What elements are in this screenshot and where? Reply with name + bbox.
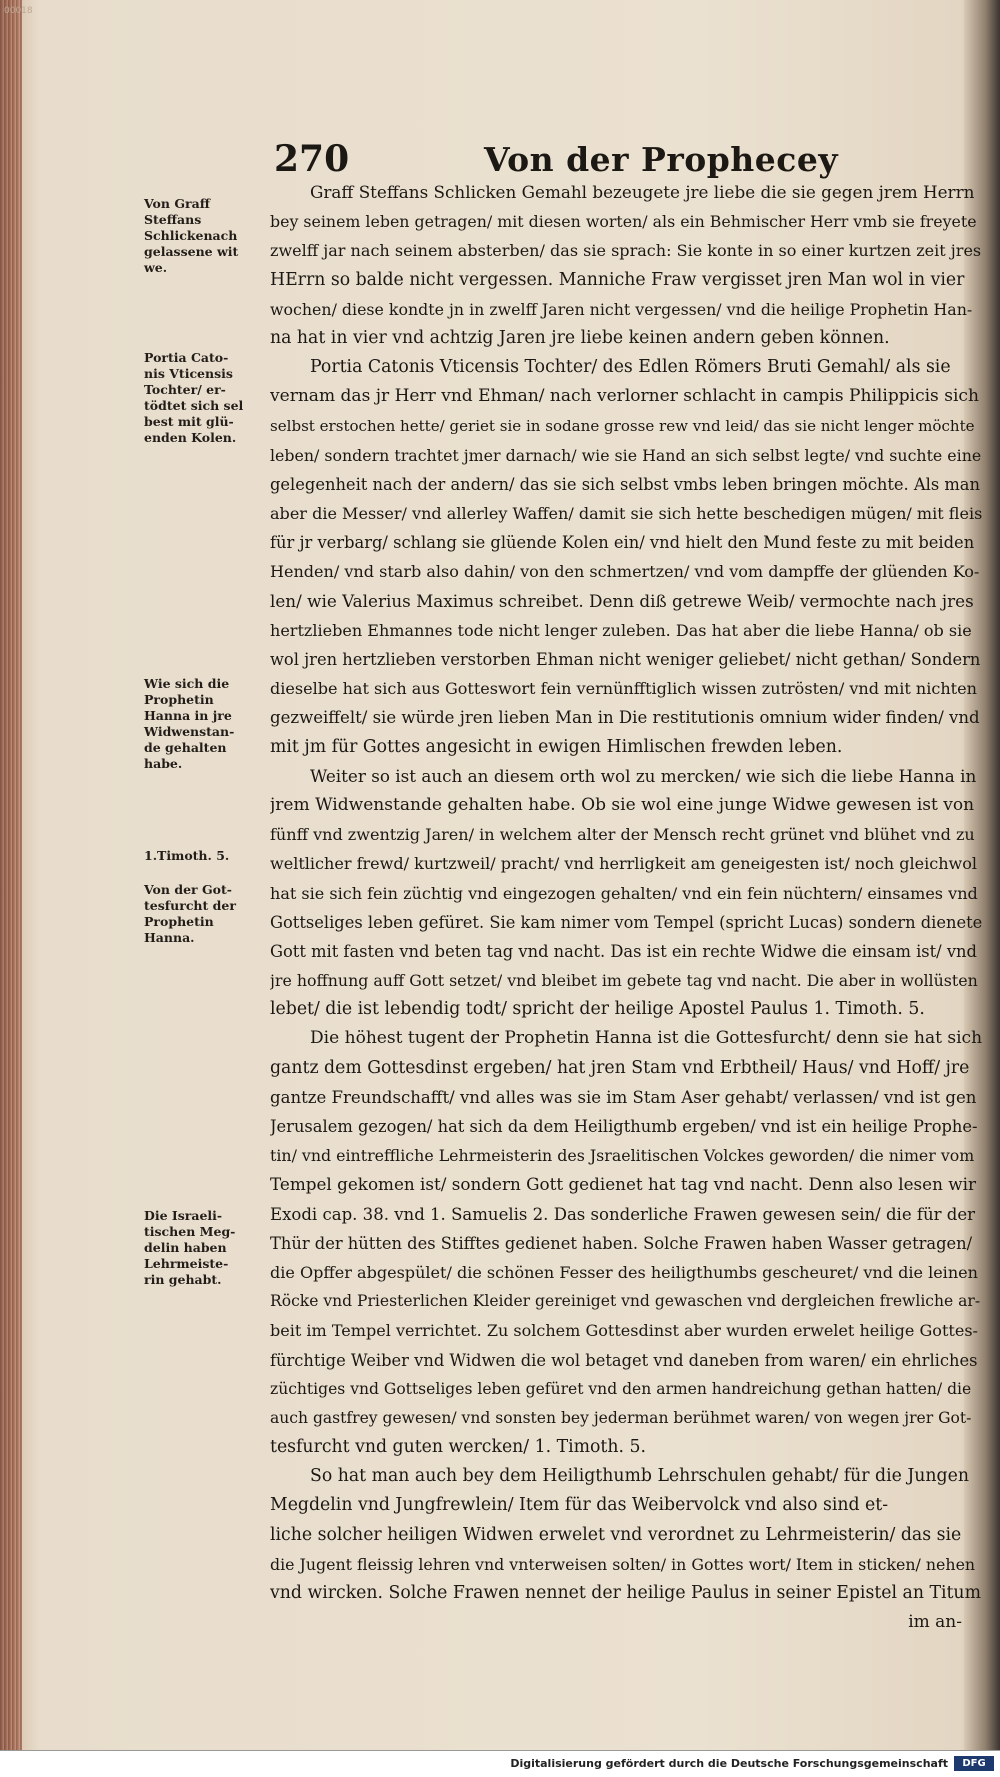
text-line: Gottseliges leben gefüret. Sie kam nimer vom Tempel (spricht Lucas) sondern dienete xyxy=(270,912,982,932)
text-line: lebet/ die ist lebendig todt/ spricht der heilige Apostel Paulus 1. Timoth. 5. xyxy=(270,999,925,1020)
text-line: gantz dem Gottesdinst ergeben/ hat jren Stam vnd Erbtheil/ Haus/ vnd Hoff/ jre xyxy=(270,1057,970,1078)
body-text xyxy=(270,178,982,1636)
text-line: liche solcher heiligen Widwen erwelet vnd verordnet zu Lehrmeisterin/ das sie xyxy=(270,1524,962,1545)
text-line: jre hoffnung auff Gott setzet/ vnd bleibet im gebete tag vnd nacht. Die aber in wollüsten xyxy=(270,971,978,991)
text-line: beit im Tempel verrichtet. Zu solchem Gottesdinst aber wurden erwelet heilige Gottes- xyxy=(270,1321,978,1341)
running-head: Von der Prophecey xyxy=(484,140,839,179)
text-line: hat sie sich fein züchtig vnd eingezogen gehalten/ vnd ein fein nüchtern/ einsames vnd xyxy=(270,883,978,903)
margin-note-line: Die Israeli- xyxy=(144,1208,223,1223)
book-page xyxy=(24,0,982,1740)
text-line: Megdelin vnd Jungfrewlein/ Item für das Weibervolck vnd also sind et- xyxy=(270,1495,889,1516)
text-line: So hat man auch bey dem Heiligthumb Lehrschulen gehabt/ für die Jungen xyxy=(310,1466,969,1487)
text-line: auch gastfrey gewesen/ vnd sonsten bey jederman berühmet waren/ von wegen jrer Got- xyxy=(270,1408,972,1427)
text-line: Die höhest tugent der Prophetin Hanna ist die Gottesfurcht/ denn sie hat sich xyxy=(310,1028,982,1049)
margin-note-gotsfurcht xyxy=(144,882,259,946)
text-line: bey seinem leben getragen/ mit diesen worten/ als ein Behmischer Herr vmb sie freyete xyxy=(270,212,977,232)
margin-note-line: Lehrmeiste- xyxy=(144,1256,229,1271)
margin-note-line: rin gehabt. xyxy=(144,1272,222,1287)
text-line: zwelff jar nach seinem absterben/ das sie sprach: Sie konte in so einer kurtzen zeit jres xyxy=(270,241,982,261)
text-line: wochen/ diese kondte jn in zwelff Jaren nicht vergessen/ vnd die heilige Prophetin Han- xyxy=(270,299,973,319)
margin-note-line: tesfurcht der xyxy=(144,898,236,913)
scan-id: 00018 xyxy=(4,6,33,16)
text-line: weltlicher frewd/ kurtzweil/ pracht/ vnd herrligkeit am geneigesten ist/ noch gleichwol xyxy=(270,854,978,874)
margin-note-line: gelassene wit xyxy=(144,244,239,259)
margin-note-line: delin haben xyxy=(144,1240,227,1255)
footer-credit: Digitalisierung gefördert durch die Deutsche Forschungsgemeinschaft xyxy=(510,1757,948,1770)
text-line: Tempel gekomen ist/ sondern Gott gedienet hat tag vnd nacht. Denn also lesen wir xyxy=(270,1174,976,1195)
text-line: fünff vnd zwentzig Jaren/ in welchem alter der Mensch recht grünet vnd blühet vnd zu xyxy=(270,825,975,845)
text-line: Röcke vnd Priesterlichen Kleider gereiniget vnd gewaschen vnd dergleichen frewliche ar- xyxy=(270,1292,981,1311)
text-line: gantze Freundschafft/ vnd alles was sie im Stam Aser gehabt/ verlassen/ vnd ist gen xyxy=(270,1087,977,1107)
text-line: jrem Widwenstande gehalten habe. Ob sie wol eine junge Widwe gewesen ist von xyxy=(270,794,975,815)
text-line: Henden/ vnd starb also dahin/ von den schmertzen/ vnd vom dampffe der glüenden Ko- xyxy=(270,562,980,582)
text-line: Portia Catonis Vticensis Tochter/ des Edlen Römers Bruti Gemahl/ als sie xyxy=(310,357,951,378)
text-line: len/ wie Valerius Maximus schreibet. Denn diß getrewe Weib/ vermochte nach jres xyxy=(270,590,974,611)
margin-note-line: Von der Got- xyxy=(144,882,232,897)
margin-note-line: Widwenstan- xyxy=(144,724,235,739)
margin-note-line: enden Kolen. xyxy=(144,430,237,445)
margin-note-israel xyxy=(144,1208,259,1288)
text-line: gelegenheit nach der andern/ das sie sich selbst vmbs leben bringen möchte. Als man xyxy=(270,474,980,494)
text-line: für jr verbarg/ schlang sie glüende Kolen ein/ vnd hielt den Mund feste zu mit beiden xyxy=(270,533,975,553)
text-line: Gott mit fasten vnd beten tag vnd nacht. Das ist ein rechte Widwe die einsam ist/ vnd xyxy=(270,941,977,961)
margin-note-graff xyxy=(144,196,259,276)
text-line: hertzlieben Ehmannes tode nicht lenger zuleben. Das hat aber die liebe Hanna/ ob sie xyxy=(270,620,972,640)
text-line: Graff Steffans Schlicken Gemahl bezeugete jre liebe die sie gegen jrem Herrn xyxy=(310,182,975,202)
text-line: Exodi cap. 38. vnd 1. Samuelis 2. Das sonderliche Frawen gewesen sein/ die für der xyxy=(270,1204,976,1224)
page-number: 270 xyxy=(274,138,350,180)
text-line: na hat in vier vnd achtzig Jaren jre liebe keinen andern geben können. xyxy=(270,327,890,348)
margin-note-timoth xyxy=(144,848,259,864)
text-line: fürchtige Weiber vnd Widwen die wol betaget vnd daneben from waren/ ein ehrliches xyxy=(270,1350,978,1370)
catchword: im an- xyxy=(908,1612,962,1633)
margin-note-line: tödtet sich sel xyxy=(144,398,244,413)
text-line: Jerusalem gezogen/ hat sich da dem Heiligthumb ergeben/ vnd ist ein heilige Prophe- xyxy=(270,1117,978,1136)
text-line: züchtiges vnd Gottseliges leben gefüret vnd den armen handreichung gethan hatten/ die xyxy=(270,1379,972,1398)
text-line: leben/ sondern trachtet jmer darnach/ wie sie Hand an sich selbst legte/ vnd suchte eine xyxy=(270,445,982,465)
margin-note-line: we. xyxy=(144,260,168,275)
footer-bar xyxy=(0,1750,1000,1777)
margin-note-line: Prophetin xyxy=(144,692,214,707)
margin-note-line: Tochter/ er- xyxy=(144,382,226,397)
margin-note-portia xyxy=(144,350,259,446)
text-line: vernam das jr Herr vnd Ehman/ nach verlorner schlacht in campis Philippicis sich xyxy=(270,386,979,407)
text-line: Thür der hütten des Stifftes gedienet haben. Solche Frawen haben Wasser getragen/ xyxy=(270,1233,973,1253)
margin-note-widwe xyxy=(144,676,259,772)
text-line: dieselbe hat sich aus Gotteswort fein vernünfftiglich wissen zutrösten/ vnd mit nichten xyxy=(270,679,977,699)
dfg-logo: DFG xyxy=(954,1756,994,1771)
margin-note-line: Schlickenach xyxy=(144,228,238,243)
text-line: tin/ vnd eintreffliche Lehrmeisterin des Jsraelitischen Volckes geworden/ die nimer vom xyxy=(270,1146,975,1166)
text-line: die Jugent fleissig lehren vnd vnterweisen solten/ in Gottes wort/ Item in sticken/ nehen xyxy=(270,1554,976,1574)
text-line: aber die Messer/ vnd allerley Waffen/ damit sie sich hette beschedigen mügen/ mit fleis xyxy=(270,504,982,524)
margin-note-line: best mit glü- xyxy=(144,414,234,429)
text-line: vnd wircken. Solche Frawen nennet der heilige Paulus in seiner Epistel an Titum xyxy=(270,1583,981,1603)
margin-note-line: Wie sich die xyxy=(144,676,230,691)
margin-note-line: Hanna in jre xyxy=(144,708,232,723)
text-line: wol jren hertzlieben verstorben Ehman nicht weniger geliebet/ nicht gethan/ Sondern xyxy=(270,650,981,669)
text-line: die Opffer abgespület/ die schönen Fesser des heiligthumbs gescheuret/ vnd die leinen xyxy=(270,1262,978,1282)
margin-note-line: 1.Timoth. 5. xyxy=(144,848,230,863)
text-line: gezweiffelt/ sie würde jren lieben Man in Die restitutionis omnium wider finden/ vnd xyxy=(270,708,980,728)
margin-note-line: de gehalten xyxy=(144,740,227,755)
page-edge-left xyxy=(0,0,22,1776)
margin-note-line: Steffans xyxy=(144,212,202,227)
margin-note-line: habe. xyxy=(144,756,183,771)
text-line: selbst erstochen hette/ geriet sie in sodane grosse rew vnd leid/ das sie nicht lenger möchte xyxy=(270,416,975,435)
margin-note-line: nis Vticensis xyxy=(144,366,233,381)
text-line: Weiter so ist auch an diesem orth wol zu mercken/ wie sich die liebe Hanna in xyxy=(310,765,977,786)
margin-note-line: Prophetin xyxy=(144,914,214,929)
margin-note-line: Hanna. xyxy=(144,930,195,945)
margin-note-line: Portia Cato- xyxy=(144,350,229,365)
margin-note-line: tischen Meg- xyxy=(144,1224,236,1239)
text-line: HErrn so balde nicht vergessen. Manniche Fraw vergisset jren Man wol in vier xyxy=(270,269,965,290)
text-line: mit jm für Gottes angesicht in ewigen Himlischen frewden leben. xyxy=(270,736,843,757)
margin-note-line: Von Graff xyxy=(144,196,210,211)
text-line: tesfurcht vnd guten wercken/ 1. Timoth. 5. xyxy=(270,1437,646,1458)
